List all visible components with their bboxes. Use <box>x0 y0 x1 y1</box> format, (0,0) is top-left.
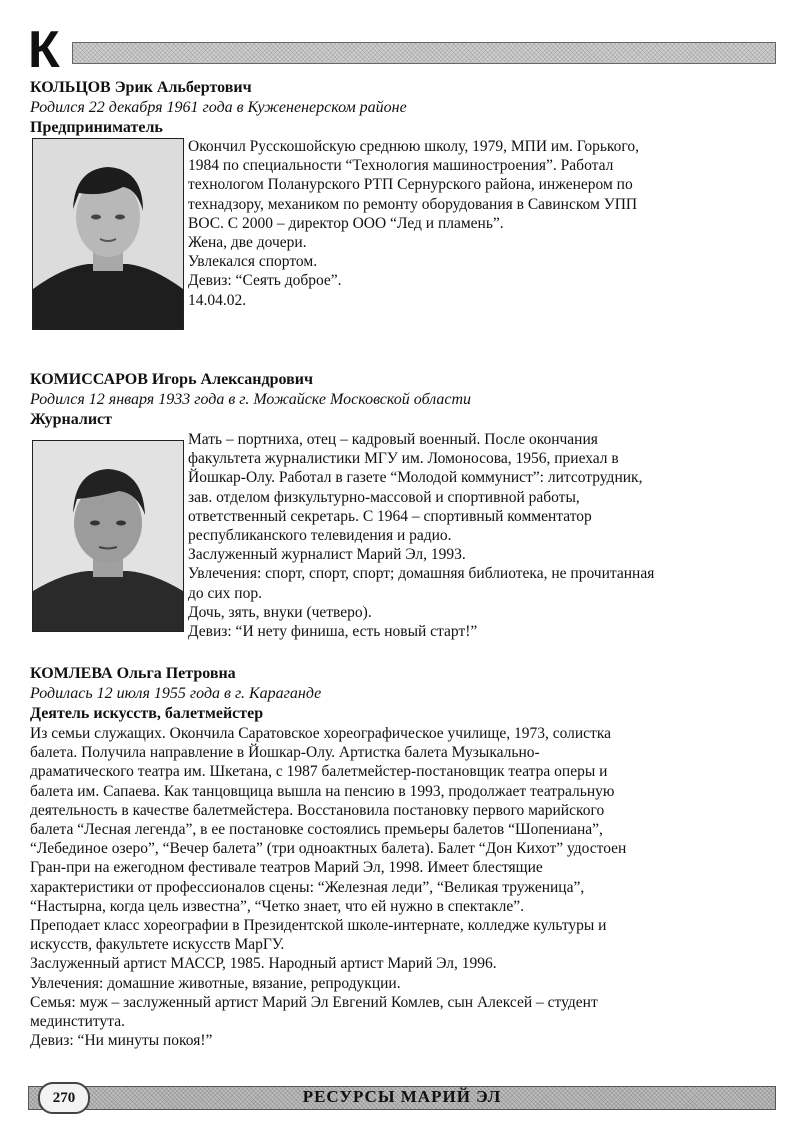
bio-line: характеристики от профессионалов сцены: “Железная леди”, “Великая труженица”, <box>30 878 585 896</box>
page-number: 270 <box>38 1082 90 1114</box>
bio-line: факультета журналистики МГУ им. Ломоносова, 1956, приехал в <box>188 450 619 468</box>
entry-bio <box>30 724 750 1050</box>
bio-line: Заслуженный артист МАССР, 1985. Народный артист Марий Эл, 1996. <box>30 955 497 973</box>
bio-line: мединститута. <box>30 1013 125 1031</box>
bio-line: деятельность в качестве балетмейстера. Восстановила постановку первого марийского <box>30 801 605 819</box>
bio-line: Мать – портниха, отец – кадровый военный. После окончания <box>188 431 598 448</box>
bio-line: 1984 по специальности “Технология машиностроения”. Работал <box>188 157 614 175</box>
section-letter: К <box>28 21 60 79</box>
entry-name <box>30 78 745 98</box>
entry-birth: Родился 12 января 1933 года в г. Можайске Московской области <box>30 391 472 408</box>
bio-line: “Лебединое озеро”, “Вечер балета” (три одноактных балета). Балет “Дон Кихот” удостоен <box>30 840 627 858</box>
bio-line: Жена, две дочери. <box>188 234 307 252</box>
bio-line: Заслуженный журналист Марий Эл, 1993. <box>188 546 466 564</box>
portrait-man-icon <box>33 441 183 631</box>
bio-line: республиканского телевидения и радио. <box>188 527 452 545</box>
portrait-man-icon <box>33 139 183 329</box>
bio-line: Увлечения: спорт, спорт, спорт; домашняя библиотека, не прочитанная <box>188 565 655 583</box>
bio-line: технологом Поланурского РТП Сернурского района, инженером по <box>188 176 633 194</box>
bio-line: до сих пор. <box>188 584 262 602</box>
entry-komleva <box>30 664 750 1050</box>
bio-line: ответственный секретарь. С 1964 – спортивный комментатор <box>188 507 592 525</box>
bio-line: Увлечения: домашние животные, вязание, репродукции. <box>30 974 401 992</box>
bio-line: Окончил Русскошойскую среднюю школу, 1979, МПИ им. Горького, <box>188 138 640 155</box>
bio-line: Дочь, зять, внуки (четверо). <box>188 603 372 621</box>
bio-line: Преподает класс хореографии в Президентской школе-интернате, колледже культуры и <box>30 917 607 935</box>
bio-line: “Настырна, когда цель известна”, “Четко знает, что ей нужно в спектакле”. <box>30 897 524 915</box>
entry-birth: Родилась 12 июля 1955 года в г. Караганде <box>30 685 322 702</box>
bio-line: искусств, факультете искусств МарГУ. <box>30 936 285 954</box>
bio-line: технадзору, механиком по ремонту оборудования в Савинском УПП <box>188 195 638 213</box>
bio-line: ВОС. С 2000 – директор ООО “Лед и пламень”. <box>188 214 504 232</box>
bio-line: драматического театра им. Шкетана, с 1987 балетмейстер-постановщик театра оперы и <box>30 763 608 781</box>
bio-line: Семья: муж – заслуженный артист Марий Эл Евгений Комлев, сын Алексей – студент <box>30 993 598 1011</box>
entry-name <box>30 664 750 684</box>
entry-surname: КОМЛЕВА <box>30 665 113 682</box>
bio-line: Гран-при на ежегодном фестивале театров Марий Эл, 1998. Имеет блестящие <box>30 859 543 877</box>
bio-line: 14.04.02. <box>188 291 247 309</box>
portrait-photo <box>32 138 184 330</box>
bio-line: балета “Лесная легенда”, в ее постановке состоялись премьеры балетов “Шопениана”, <box>30 821 603 839</box>
entry-birth: Родился 22 декабря 1961 года в Кужененерском районе <box>30 99 407 116</box>
entry-profession: Предприниматель <box>30 119 163 136</box>
bio-line: Девиз: “Сеять доброе”. <box>188 272 342 290</box>
footer-title: РЕСУРСЫ МАРИЙ ЭЛ <box>302 1087 502 1106</box>
bio-line: Девиз: “Ни минуты покоя!” <box>30 1032 213 1050</box>
portrait-photo <box>32 440 184 632</box>
entry-profession: Деятель искусств, балетмейстер <box>30 705 264 722</box>
entry-given-name: Ольга Петровна <box>116 665 236 682</box>
page-footer <box>28 1082 776 1112</box>
entry-bio <box>188 137 748 310</box>
section-header <box>28 21 776 79</box>
bio-line: Увлекался спортом. <box>188 253 318 271</box>
bio-line: Из семьи служащих. Окончила Саратовское хореографическое училище, 1973, солистка <box>30 725 612 742</box>
entry-koltsov <box>30 78 745 138</box>
entry-given-name: Игорь Александрович <box>151 371 313 388</box>
decorative-bar <box>72 42 776 64</box>
entry-name <box>30 370 745 390</box>
entry-bio <box>188 430 748 641</box>
bio-line: Девиз: “И нету финиша, есть новый старт!” <box>188 623 478 641</box>
entry-surname: КОМИССАРОВ <box>30 371 148 388</box>
bio-line: зав. отделом физкультурно-массовой и спортивной работы, <box>188 488 580 506</box>
entry-komissarov <box>30 370 745 430</box>
bio-line: Йошкар-Олу. Работал в газете “Молодой коммунист”: литсотрудник, <box>188 469 643 487</box>
bio-line: балета. Получила направление в Йошкар-Олу. Артистка балета Музыкально- <box>30 744 540 762</box>
entry-profession: Журналист <box>30 411 113 428</box>
bio-line: балета им. Сапаева. Как танцовщица вышла на пенсию в 1993, продолжает театральную <box>30 782 615 800</box>
entry-surname: КОЛЬЦОВ <box>30 79 111 96</box>
entry-given-name: Эрик Альбертович <box>114 79 252 96</box>
